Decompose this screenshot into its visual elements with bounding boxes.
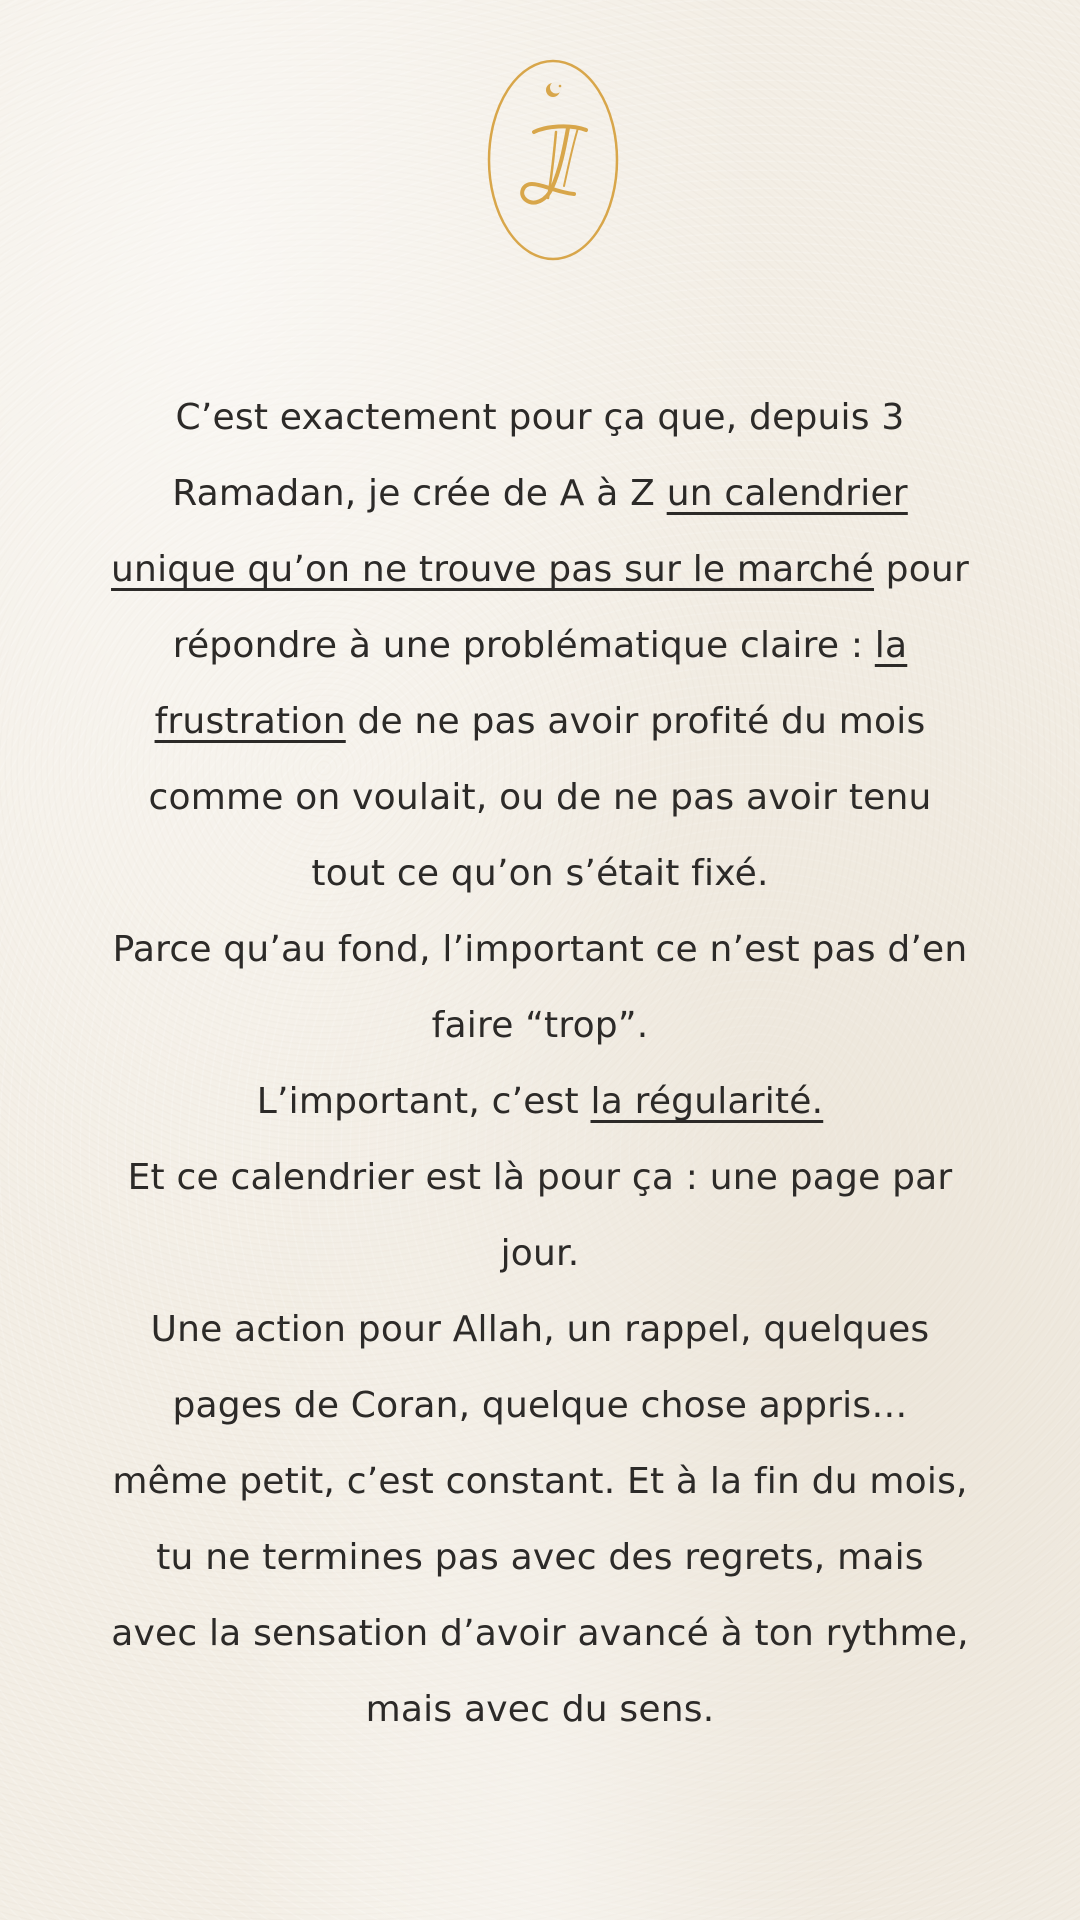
text-segment: L’important, c’est (256, 1081, 591, 1122)
underlined-regularite: la régularité. (590, 1081, 824, 1122)
paragraph-2: Parce qu’au fond, l’important ce n’est pas d’en faire “trop”. (112, 929, 968, 1046)
text-segment: C’est exactement pour ça que, depuis 3 Ramadan, je crée de A à Z (172, 397, 905, 514)
paragraph-1 (110, 380, 970, 912)
monogram-letter-j (522, 126, 586, 202)
paragraph-5: Une action pour Allah, un rappel, quelques pages de Coran, quelque chose appris… même petit, c’est constant. Et à la fin du mois, tu ne termines pas avec des regrets, mais avec la sensation d’avoir avancé à ton rythme, mais avec du sens. (111, 1309, 969, 1730)
body-text (110, 380, 970, 1748)
underlined-calendrier-unique: un calendrier unique qu’on ne trouve pas sur le marché (111, 473, 908, 590)
text-segment: pour répondre à une problématique claire : (172, 549, 969, 666)
monogram-emblem-icon (486, 58, 620, 262)
paragraph-4: Et ce calendrier est là pour ça : une page par jour. (127, 1157, 953, 1274)
monogram-logo (486, 58, 620, 262)
underlined-frustration: la frustration (154, 625, 908, 742)
crescent-moon-star-icon (546, 82, 562, 98)
paragraph-3 (110, 1064, 970, 1140)
text-segment: de ne pas avoir profité du mois comme on voulait, ou de ne pas avoir tenu tout ce qu’on s’était fixé. (148, 701, 932, 894)
